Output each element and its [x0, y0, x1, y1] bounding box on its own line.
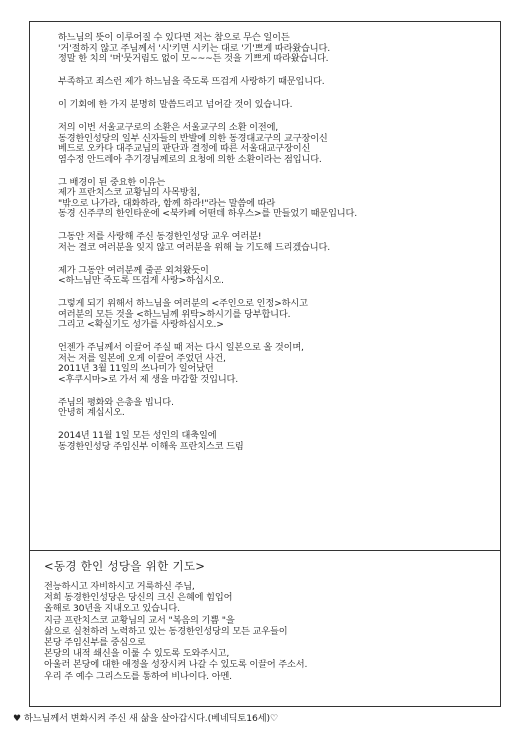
- letter-paragraph: [58, 232, 482, 253]
- letter-paragraph: [58, 33, 482, 65]
- prayer-section: [30, 551, 500, 682]
- prayer-line: 저희 동경한인성당은 당신의 크신 은혜에 힘입어: [44, 592, 233, 604]
- letter-line: 동경 신주쿠의 한인타운에 <북카페 어떤데 하우스>를 만들었기 때문입니다.: [58, 208, 358, 219]
- letter-line: 저는 저를 일본에 오게 이끌어 주었던 사건,: [58, 352, 226, 364]
- footer-text: 하느님께서 변화시켜 주신 새 삶을 살아갑시다.(베네딕토16세)♡: [23, 713, 279, 724]
- letter-paragraph: [58, 100, 482, 111]
- letter-paragraph: [58, 123, 482, 165]
- letter-line: 부족하고 죄스런 제가 하느님을 죽도록 뜨겁게 사랑하기 때문입니다.: [58, 76, 325, 87]
- prayer-line: 지금 프란치스코 교황님의 교서 "복음의 기쁨 "을: [44, 614, 235, 626]
- letter-line: 동경한인성당 주임신부 이해욱 프란치스코 드림: [58, 440, 244, 452]
- letter-line: '거'절하지 않고 주님께서 '시'키면 시키는 대로 '기'쁘게 따라왔습니다.: [58, 42, 330, 54]
- letter-line: 정말 한 치의 '머'뭇거림도 없이 모~~~든 것을 기쁘게 따라왔습니다.: [58, 53, 329, 64]
- footer-quote: [13, 713, 278, 725]
- letter-line: <하느님만 죽도록 뜨겁게 사랑>하십시오.: [58, 275, 224, 286]
- letter-line: 저는 결코 여러분을 잊지 않고 여러분을 위해 늘 기도해 드리겠습니다.: [58, 241, 331, 253]
- letter-line: 하느님의 뜻이 이루어질 수 있다면 저는 참으로 무슨 일이든: [58, 32, 290, 43]
- prayer-line: 아울러 본당에 대한 애정을 성장시켜 나갈 수 있도록 이끌어 주소서.: [44, 659, 308, 671]
- prayer-line: 올해로 30년을 지내오고 있습니다.: [44, 603, 180, 615]
- prayer-body: [44, 581, 490, 682]
- letter-paragraph: [58, 299, 482, 331]
- heart-icon: ♥: [13, 714, 21, 724]
- letter-line: 그렇게 되기 위해서 하느님을 여러분의 <주인으로 인정>하시고: [58, 298, 308, 309]
- letter-line: <후쿠시마>로 가서 제 생을 마감할 것입니다.: [58, 373, 239, 385]
- letter-paragraph: [58, 178, 482, 220]
- letter-line: 베드로 오카다 대주교님의 판단과 결정에 따른 서울대교구장이신: [58, 143, 311, 154]
- letter-line: 2011년 3월 11일의 쓰나미가 일어났던: [58, 363, 214, 374]
- prayer-line: 전능하시고 자비하시고 거룩하신 주님,: [44, 581, 195, 592]
- letter-paragraph: [58, 343, 482, 385]
- letter-paragraph: [58, 266, 482, 287]
- letter-line: 염수정 안드레아 추기경님께로의 요청에 의한 소환이라는 점입니다.: [58, 153, 322, 165]
- letter-line: 제가 프란치스코 교황님의 사목방침,: [58, 187, 200, 198]
- letter-line: 주님의 평화와 은총을 빕니다.: [58, 396, 174, 408]
- document-frame: [29, 21, 501, 707]
- letter-line: 그동안 저를 사랑해 주신 동경한인성당 교우 여러분!: [58, 231, 262, 242]
- letter-line: 저의 이번 서울교구로의 소환은 서울교구의 소환 이전에,: [58, 122, 279, 133]
- letter-line: 제가 그동안 여러분께 줄곧 외쳐왔듯이: [58, 264, 209, 276]
- letter-paragraph: [58, 77, 482, 88]
- letter-line: 언젠가 주님께서 이끌어 주실 때 저는 다시 일본으로 올 것이며,: [58, 342, 304, 353]
- letter-paragraph: [58, 398, 482, 419]
- letter-paragraph: [58, 431, 482, 452]
- letter-line: 그 배경이 된 중요한 이유는: [58, 176, 166, 188]
- letter-line: 그리고 <확실기도 성가를 사랑하십시오.>: [58, 319, 224, 330]
- letter-line: 안녕히 계십시오.: [58, 407, 125, 418]
- prayer-line: 본당의 내적 쇄신을 이룰 수 있도록 도와주시고,: [44, 648, 230, 660]
- prayer-title: <동경 한인 성당을 위한 기도>: [44, 559, 206, 573]
- prayer-line: 본당 주임신부를 중심으로: [44, 637, 146, 649]
- farewell-letter: [30, 22, 500, 551]
- letter-line: "밖으로 나가라, 대화하라, 함께 하라!"라는 말씀에 따라: [58, 197, 276, 209]
- letter-line: 이 기회에 한 가지 분명히 말씀드리고 넘어갈 것이 있습니다.: [58, 99, 293, 110]
- letter-line: 동경한인성당의 일부 신자들의 반발에 의한 동경대교구의 교구장이신: [58, 132, 328, 144]
- prayer-line: 우리 주 예수 그리스도를 통하여 비나이다. 아멘.: [44, 670, 232, 682]
- letter-line: 여러분의 모든 것을 <하느님께 위탁>하시기를 당부합니다.: [58, 308, 291, 320]
- prayer-line: 삶으로 실천하려 노력하고 있는 동경한인성당의 모든 교우들이: [44, 625, 288, 637]
- letter-line: 2014년 11월 1일 모든 성인의 대축일에: [58, 430, 217, 441]
